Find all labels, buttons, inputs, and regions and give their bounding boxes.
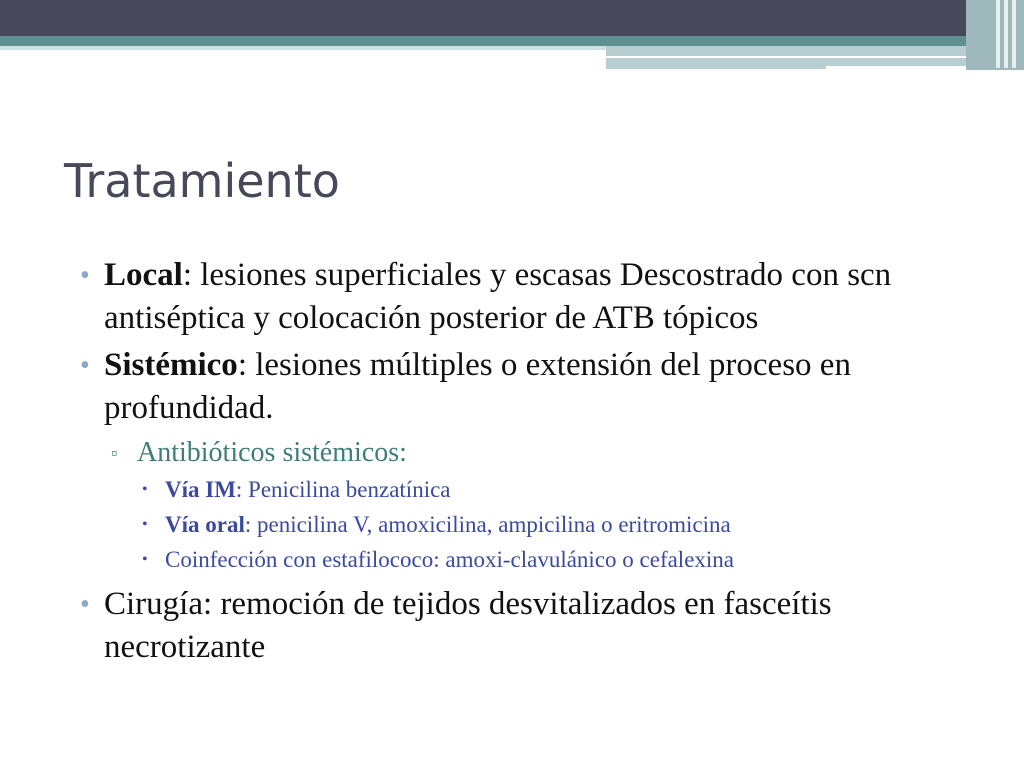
bullet-item-bold-label: Sistémico bbox=[104, 347, 238, 383]
bullet-item-text: Cirugía: remoción de tejidos desvitalizados en fasceítis necrotizante bbox=[104, 586, 832, 665]
sub-item-bold-label: Vía IM bbox=[165, 477, 236, 502]
bullet-dot-icon: • bbox=[80, 350, 90, 381]
sub-item-via-im bbox=[80, 472, 980, 507]
bullet-item-local bbox=[80, 254, 980, 340]
bullet-dot-icon: • bbox=[80, 589, 90, 620]
square-bullet-icon: ▫ bbox=[111, 443, 118, 463]
dot-bullet-icon: • bbox=[142, 551, 148, 568]
header-band-teal bbox=[0, 36, 1024, 46]
sub-item-text: : Penicilina benzatínica bbox=[235, 477, 451, 502]
bullet-item-text: : lesiones múltiples o extensión del proceso en profundidad. bbox=[104, 347, 851, 426]
dot-bullet-icon: • bbox=[142, 481, 148, 498]
header-vertical-stripe bbox=[1004, 0, 1008, 68]
sub-heading-antibioticos bbox=[80, 434, 980, 472]
sub-item-bold-label: Vía oral bbox=[165, 512, 245, 537]
slide-body bbox=[80, 254, 980, 673]
header-band-dark bbox=[0, 0, 1024, 36]
slide-title: Tratamiento bbox=[64, 154, 340, 208]
header-vertical-stripe bbox=[996, 0, 1000, 68]
sub-item-via-oral bbox=[80, 507, 980, 542]
sub-item-text: : penicilina V, amoxicilina, ampicilina o eritromicina bbox=[244, 512, 731, 537]
header-band-light bbox=[0, 46, 606, 50]
header-accent-line bbox=[606, 56, 966, 58]
sub-item-text: Coinfección con estafilococo: amoxi-clavulánico o cefalexina bbox=[165, 547, 735, 572]
bullet-item-sistemico bbox=[80, 344, 980, 430]
bullet-dot-icon: • bbox=[80, 260, 90, 291]
dot-bullet-icon: • bbox=[142, 516, 148, 533]
header-accent-underline bbox=[606, 66, 826, 69]
bullet-item-bold-label: Local bbox=[104, 257, 183, 293]
header-vertical-stripe bbox=[1012, 0, 1016, 68]
bullet-item-text: : lesiones superficiales y escasas Descostrado con scn antiséptica y colocación posterior de ATB tópicos bbox=[104, 257, 892, 336]
sub-item-coinfeccion bbox=[80, 542, 980, 577]
bullet-item-cirugia bbox=[80, 583, 980, 669]
sub-heading-text: Antibióticos sistémicos: bbox=[137, 437, 407, 468]
